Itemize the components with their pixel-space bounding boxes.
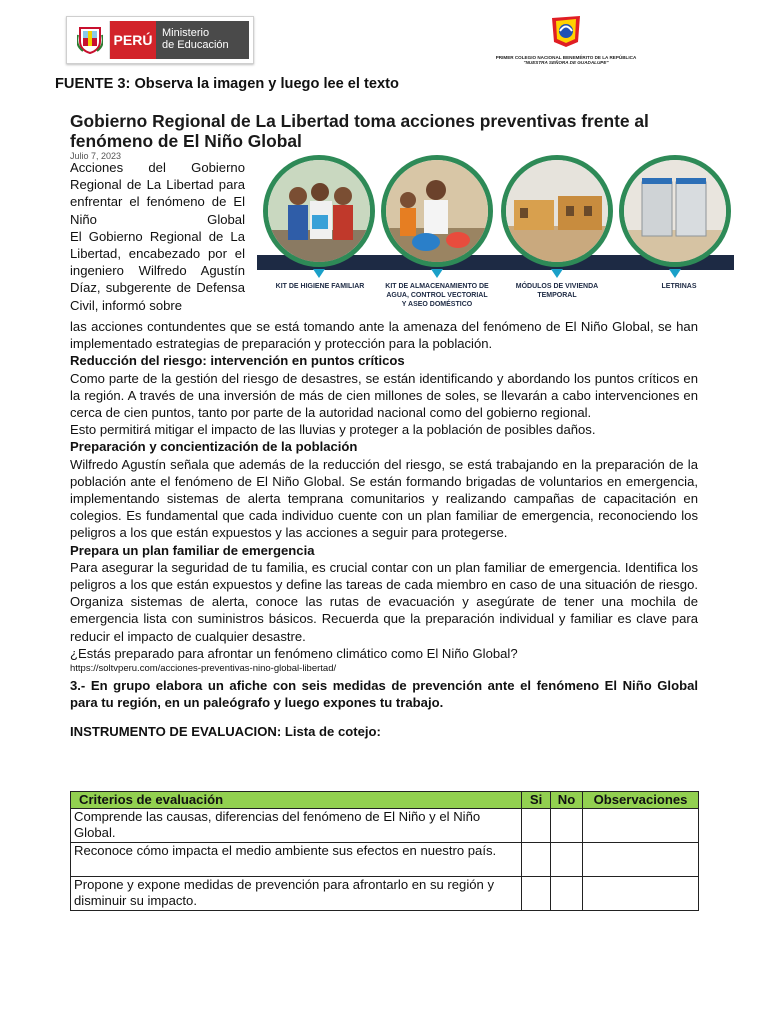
peru-shield-icon xyxy=(71,21,110,59)
article-date: Julio 7, 2023 xyxy=(70,151,122,161)
header-si: Si xyxy=(522,792,551,809)
school-logo xyxy=(486,14,646,68)
criterion-cell: Reconoce cómo impacta el medio ambiente sus efectos en nuestro país. xyxy=(71,843,522,877)
observations-cell[interactable] xyxy=(583,843,699,877)
body-paragraph-family-plan: Para asegurar la seguridad de tu familia, es crucial contar con un plan familiar de emergencia. Identifica los peligros a los que están expuestos y define las tareas de cada miembro en caso de una situación de riesgo. Organiza sistemas de alerta, conoce las rutas de evacuación y asegúrate de tener una mochila de emergencia lista con suministros básicos. Recuerda que la preparación individual y familiar es clave para reducir el impacto de cualquier desastre. xyxy=(70,559,698,644)
caption-arrow-icon xyxy=(431,269,443,278)
caption-arrow-icon xyxy=(313,269,325,278)
section-heading-risk: Reducción del riesgo: intervención en puntos críticos xyxy=(70,353,405,369)
caption-arrow-icon xyxy=(551,269,563,278)
ministry-label xyxy=(156,21,249,59)
article-title: Gobierno Regional de La Libertad toma acciones preventivas frente al fenómeno de El Niño Global xyxy=(70,111,649,151)
section-heading-family-plan: Prepara un plan familiar de emergencia xyxy=(70,542,315,558)
caption-latrines: LETRINAS xyxy=(661,283,697,290)
minedu-logo xyxy=(66,16,254,64)
ministry-line2: de Educación xyxy=(162,39,229,51)
criterion-cell: Propone y expone medidas de prevención para afrontarlo en su región y disminuir su impacto. xyxy=(71,877,522,911)
intro-paragraph-2: El Gobierno Regional de La Libertad, encabezado por el ingeniero Wilfredo Agustín Díaz, subgerente de Defensa Civil, informó sobre xyxy=(70,228,245,313)
caption-water-kit: KIT DE ALMACENAMIENTO DE AGUA, CONTROL VECTORIAL Y ASEO DOMÉSTICO xyxy=(385,283,489,308)
body-paragraph-preparation: Wilfredo Agustín señala que además de la reducción del riesgo, se está trabajando en la preparación de la población ante el fenómeno de El Niño Global. Se están formando brigadas de voluntarios en emergencia, implementando sistemas de alerta temprana comunitarios y realizando campañas de capacitación en colegios. Es fundamental que cada individuo cuente con un plan familiar de emergencia, reconociendo los peligros a los que están expuestos y las acciones a seguir para protegerse. xyxy=(70,456,698,541)
caption-housing: MÓDULOS DE VIVIENDA TEMPORAL xyxy=(515,283,599,299)
school-name-line1: PRIMER COLEGIO NACIONAL BENEMÉRITO DE LA REPÚBLICA xyxy=(495,55,637,60)
table-header-row xyxy=(71,792,699,809)
closing-question: ¿Estás preparado para afrontar un fenómeno climático como El Niño Global? xyxy=(70,645,518,661)
instrument-heading: INSTRUMENTO DE EVALUACION: Lista de cotejo: xyxy=(70,724,381,740)
observations-cell[interactable] xyxy=(583,809,699,843)
task-3-instruction: 3.- En grupo elabora un afiche con seis medidas de prevención ante el fenómeno El Niño Global para tu región, en un paleógrafo y luego expones tu trabajo. xyxy=(70,678,698,711)
article-intro xyxy=(70,159,245,314)
observations-cell[interactable] xyxy=(583,877,699,911)
body-paragraph-continuation: las acciones contundentes que se está tomando ante la amenaza del fenómeno de El Niño Global, se han implementado estrategias de preparación y protección para la población. xyxy=(70,319,698,352)
evaluation-checklist-table xyxy=(70,791,699,911)
table-row xyxy=(71,809,699,843)
source-heading: FUENTE 3: Observa la imagen y luego lee el texto xyxy=(55,76,399,92)
header-no: No xyxy=(551,792,583,809)
body-paragraph-mitigation: Esto permitirá mitigar el impacto de las lluvias y proteger a la población de posibles daños. xyxy=(70,422,596,438)
body-paragraph-risk: Como parte de la gestión del riesgo de desastres, se están identificando y abordando los puntos críticos en la región. A través de una inversión de más de cien millones de soles, se llevarán a cabo intervenciones en cerca de cien puntos, tanto por parte de la autoridad nacional como del gobierno regional. xyxy=(70,370,698,421)
caption-arrow-icon xyxy=(669,269,681,278)
no-cell[interactable] xyxy=(551,809,583,843)
article-body xyxy=(70,318,698,741)
latrines-photo xyxy=(619,155,731,267)
table-row xyxy=(71,843,699,877)
no-cell[interactable] xyxy=(551,877,583,911)
ministry-line1: Ministerio xyxy=(162,27,210,39)
si-cell[interactable] xyxy=(522,809,551,843)
peru-label: PERÚ xyxy=(110,21,156,59)
header-observations: Observaciones xyxy=(583,792,699,809)
hygiene-kit-photo xyxy=(263,155,375,267)
section-heading-preparation: Preparación y concientización de la población xyxy=(70,439,358,455)
prevention-kits-image xyxy=(257,155,734,312)
no-cell[interactable] xyxy=(551,843,583,877)
caption-hygiene-kit: KIT DE HIGIENE FAMILIAR xyxy=(275,283,365,290)
si-cell[interactable] xyxy=(522,877,551,911)
si-cell[interactable] xyxy=(522,843,551,877)
criterion-cell: Comprende las causas, diferencias del fenómeno de El Niño y el Niño Global. xyxy=(71,809,522,843)
temporary-housing-photo xyxy=(501,155,613,267)
table-row xyxy=(71,877,699,911)
header-criteria: Criterios de evaluación xyxy=(71,792,522,809)
intro-paragraph-1: Acciones del Gobierno Regional de La Libertad para enfrentar el fenómeno de El Niño Global xyxy=(70,160,245,227)
school-crest-icon xyxy=(546,14,586,48)
school-name-line2: "NUESTRA SEÑORA DE GUADALUPE" xyxy=(523,60,609,65)
water-storage-kit-photo xyxy=(381,155,493,267)
source-url: https://soltvperu.com/acciones-preventivas-nino-global-libertad/ xyxy=(70,663,337,675)
